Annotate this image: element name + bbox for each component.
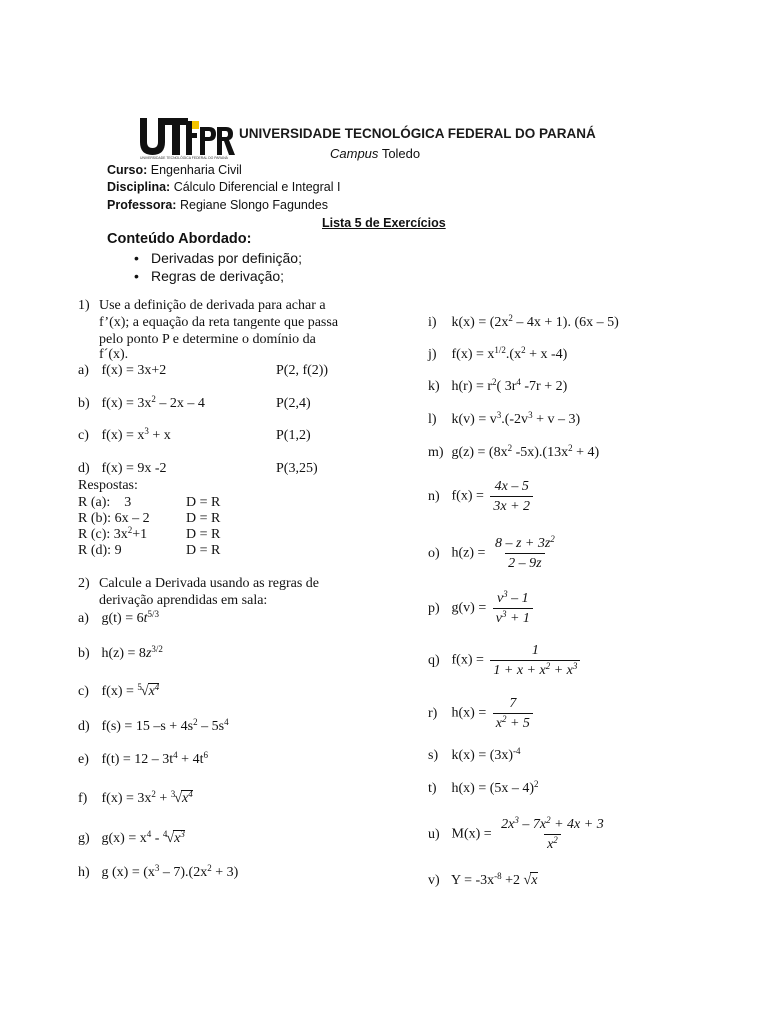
q1-intro-line: f’(x); a equação da reta tangente que passa <box>99 315 339 330</box>
answer-domain: D = R <box>186 495 221 510</box>
q2-item-v: v) $Y = -3x^{-8} +2$ √x <box>428 871 538 888</box>
q2-item-g: g) $g(x) = x^4 - ^4√x^3$ <box>78 829 185 846</box>
q2-item-s: s) $k(x) = (3x)^{-4}$ <box>428 746 521 763</box>
item-label: d) <box>78 461 90 476</box>
answer-row: R (d): 9 <box>78 543 122 558</box>
bullet-item <box>134 250 302 266</box>
q2-item-e: e) $f(t) = 12 - 3t^4 + 4t^6$ <box>78 750 208 767</box>
q2-item-d: d) f(s) = 15 $-s + 4s^2 - 5s^4$ <box>78 717 229 734</box>
campus-label: Campus <box>330 146 379 161</box>
course-label: Curso: <box>107 163 148 177</box>
q1-item: a) f(x) = 3x+2 <box>78 363 167 378</box>
q2-item-i: i) $k(x) = (2x^2 - 4x + 1)$. (6x – 5) <box>428 313 619 330</box>
list-title: Lista 5 de Exercícios <box>322 216 446 230</box>
q2-item-k: k) $h(r) = r^2$( $3r^4$ -7r + 2) <box>428 377 568 394</box>
campus-line <box>330 146 420 161</box>
course-value: Engenharia Civil <box>150 163 242 177</box>
bullet-text: Derivadas por definição; <box>151 250 302 266</box>
fraction: $\frac{4x - 5}{3x + 2}$ <box>490 477 533 516</box>
q1-item: c) $f(x) = x^3 + x$ <box>78 426 171 443</box>
utfpr-logo <box>140 118 236 160</box>
content-heading: Conteúdo Abordado: <box>107 231 252 247</box>
q2-item-a: a) g(t) = 6t$^{5/3}$ <box>78 609 160 626</box>
q2-item-b: b) h(z) = 8z$^{3/2}$ <box>78 644 163 661</box>
q1-item: b) $f(x) = 3x^2 - 2x - 4$ <box>78 394 205 411</box>
teacher-label: Professora: <box>107 198 177 212</box>
answers-title: Respostas: <box>78 478 138 493</box>
q2-item-r: r) h(x) = $\frac{7}{x^2 + 5}$ <box>428 694 533 733</box>
fraction: $\frac{2x^3 - 7x^2 + 4x + 3}{x^2}$ <box>501 815 604 852</box>
q1-point: P(2,4) <box>276 396 311 411</box>
fraction: $\frac{7}{x^2 + 5}$ <box>493 694 533 733</box>
university-name: UNIVERSIDADE TECNOLÓGICA FEDERAL DO PARANÁ <box>239 126 596 141</box>
q2-item-o: o) h(z) = $\frac{8 - z + 3z^2}{2 - 9z}$ <box>428 534 558 573</box>
q2-item-h: h) g $(x) = (x^3 - 7).(2x^2 + 3)$ <box>78 863 239 880</box>
q1-number: 1) <box>78 298 90 313</box>
q2-item-j: j) $f(x) = x^{1/2}.(x^2 + x$ -4) <box>428 345 568 362</box>
subject-value: Cálculo Diferencial e Integral I <box>173 180 341 194</box>
q2-item-f: f) $f(x) = 3x^2 + ^3√x^4$ <box>78 789 193 806</box>
q2-item-c: c) f(x) = $^5$√x$^4$ <box>78 682 160 699</box>
teacher-line <box>107 198 328 212</box>
answer-domain: D = R <box>186 527 221 542</box>
bullet-dot: • <box>134 250 139 266</box>
fraction: $\frac{8 - z + 3z^2}{2 - 9z}$ <box>494 534 555 571</box>
item-label: c) <box>78 428 89 443</box>
q1-intro-line: f´(x). <box>99 347 129 362</box>
q2-item-q: q) f(x) = $\frac{1}{1 + x + x^2 + x^3}$ <box>428 641 580 680</box>
answer-domain: D = R <box>186 511 221 526</box>
q2-intro-line: Calcule a Derivada usando as regras de <box>99 576 320 591</box>
teacher-value: Regiane Slongo Fagundes <box>179 198 328 212</box>
q2-item-m: m) $g(z) = (8x^2$ $-5x).(13x^2 + 4)$ <box>428 443 600 460</box>
bullet-dot: • <box>134 268 139 284</box>
q2-item-l: l) $k(v) = v^3.(-2v^3 + v - 3)$ <box>428 410 581 427</box>
q1-intro-line: Use a definição de derivada para achar a <box>99 298 326 313</box>
subject-label: Disciplina: <box>107 180 171 194</box>
q2-intro-line: derivação aprendidas em sala: <box>99 593 268 608</box>
q1-point: P(3,25) <box>276 461 318 476</box>
q1-item: d) f(x) = 9x -2 <box>78 461 167 476</box>
answer-row: R (b): 6x – 2 <box>78 511 150 526</box>
answer-row: R (a): 3 <box>78 495 132 510</box>
q1-point: P(2, f(2)) <box>276 363 329 378</box>
answer-row: R (c): $3x^2+1$ <box>78 525 148 542</box>
q1-point: P(1,2) <box>276 428 311 443</box>
q2-item-n: n) f(x) = $\frac{4x - 5}{3x + 2}$ <box>428 477 533 516</box>
q2-item-p: p) g(v) = $\frac{v^3 - 1}{v^3 + 1}$ <box>428 589 533 628</box>
fraction: $\frac{1}{1 + x + x^2 + x^3}$ <box>490 641 580 680</box>
logo-subtitle: UNIVERSIDADE TECNOLÓGICA FEDERAL DO PARANÁ <box>140 156 228 160</box>
q2-number: 2) <box>78 576 90 591</box>
q2-item-u: u) M(x) = $\frac{2x^3 - 7x^2 + 4x + 3}{x^2}$ <box>428 815 607 854</box>
subject-line <box>107 180 340 194</box>
course-line <box>107 163 242 177</box>
bullet-item <box>134 268 284 284</box>
answer-domain: D = R <box>186 543 221 558</box>
q2-item-t: t) h(x) = (5x – 4)$^2$ <box>428 779 539 796</box>
bullet-text: Regras de derivação; <box>151 268 285 284</box>
item-label: b) <box>78 396 90 411</box>
fraction: $\frac{v^3 - 1}{v^3 + 1}$ <box>493 589 533 628</box>
q1-intro-line: pelo ponto P e determine o domínio da <box>99 332 316 347</box>
campus-name: Toledo <box>381 146 421 161</box>
item-label: a) <box>78 363 89 378</box>
